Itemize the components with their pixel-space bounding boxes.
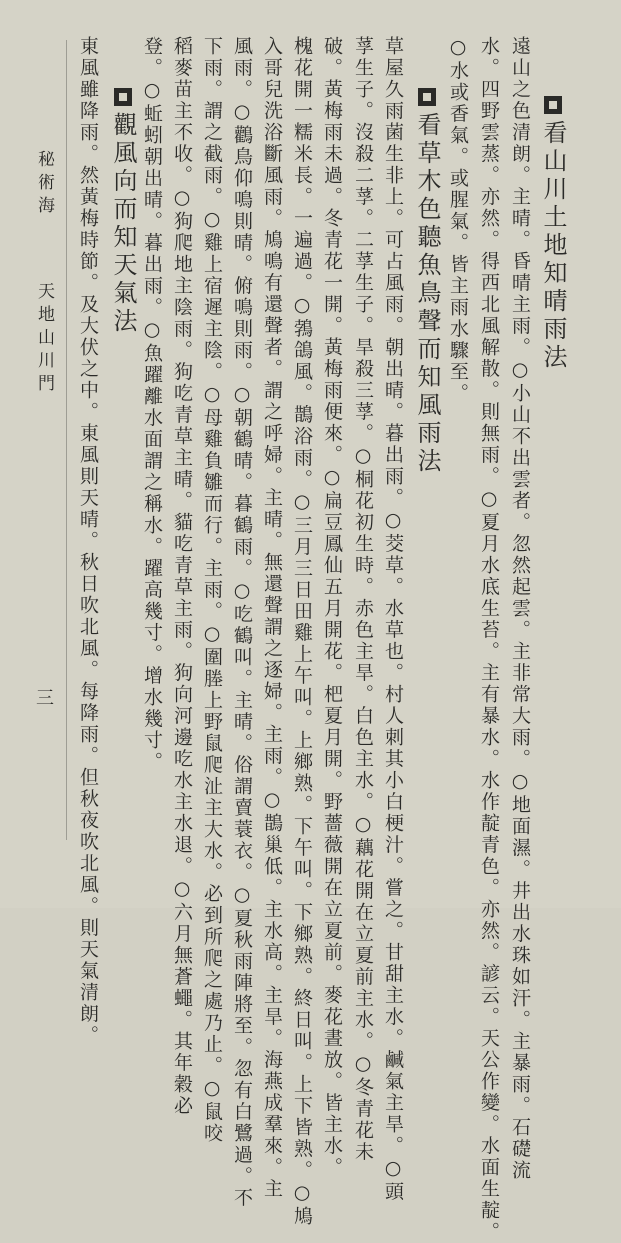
text-column: 莩生子。沒殺二莩。二莩生子。旱殺三莩。○桐花初生時。赤色主旱。白色主水。○藕花開在立夏前主水。○冬青花未 bbox=[352, 36, 374, 1163]
text-column: 登。○蚯蚓朝出晴。暮出雨。○魚躍離水面謂之稱水。躍高幾寸。增水幾寸。 bbox=[141, 36, 163, 773]
square-marker-icon bbox=[418, 88, 436, 106]
text-column: 稻麥苗主不收。○狗爬地主陰雨。狗吃青草主晴。貓吃青草主雨。狗向河邊吃水主水退。○六月無蒼蠅。其年穀必 bbox=[171, 36, 193, 1117]
text-column: 風雨。○鸛鳥仰鳴則晴。俯鳴則雨。○朝鶴晴。暮鶴雨。○吃鶴叫。主晴。俗謂賣蓑衣。○夏秋雨陣將至。忽有白鷺過。不 bbox=[231, 36, 253, 1209]
square-marker-icon bbox=[114, 88, 132, 106]
text-column: 草屋久雨菌生非上。可占風雨。朝出晴。暮出雨。○茭草。水草也。村人刺其小白梗汁。嘗之。甘甜主水。鹹氣主旱。○頭 bbox=[382, 36, 404, 1203]
margin-rule bbox=[66, 40, 67, 840]
text-column: ○水或香氣。或腥氣。皆主雨水驟至。 bbox=[447, 36, 469, 405]
text-column: 遠山之色清朗。主晴。昏晴主雨。○小山不出雲者。忽然起雲。主非常大雨。○地面濕。井出水珠如汗。主暴雨。石礎流 bbox=[509, 36, 531, 1182]
section-title: 天地山川門 bbox=[34, 282, 54, 397]
text-column: 水。四野雲蒸。亦然。得西北風解散。則無雨。○夏月水底生苔。主有暴水。水作靛青色。亦然。諺云。天公作變。水面生靛。 bbox=[478, 36, 500, 1243]
text-column: 東風雖降雨。然黃梅時節。及大伏之中。東風則天晴。秋日吹北風。每降雨。但秋夜吹北風。則天氣清朗。 bbox=[77, 36, 99, 1047]
square-marker-icon bbox=[544, 96, 562, 114]
section-heading: 觀風向而知天氣法 bbox=[110, 88, 136, 348]
page-number: 三 bbox=[36, 688, 54, 709]
text-column: 下雨。謂之截雨。○雞上宿遲主陰。○母雞負雛而行。主雨。○圍塍上野鼠爬沚主大水。必到所爬之處乃止。○鼠咬 bbox=[201, 36, 223, 1145]
book-title: 秘術海 bbox=[34, 150, 54, 219]
text-column: 槐花開一糯米長。一遍過。○鵓鴿風。鵲浴雨。○三月三日田雞上午叫。上鄉熟。下午叫。下鄉熟。終日叫。上下皆熟。○鳩 bbox=[291, 36, 313, 1228]
text-column: 入哥兒洗浴斷風雨。鳩鳴有還聲者。謂之呼婦。主晴。無還聲謂之逐婦。主雨。○鵲巢低。主水高。主旱。海燕成羣來。主 bbox=[261, 36, 283, 1200]
section-heading: 看山川土地知晴雨法 bbox=[540, 96, 566, 366]
text-column: 破。黃梅雨未過。冬青花一開。黃梅雨便來。○扁豆鳳仙五月開花。杷夏月開。野薔薇開在立夏前。麥花晝放。皆主水。 bbox=[321, 36, 343, 1179]
section-heading: 看草木色聽魚鳥聲而知風雨法 bbox=[414, 88, 440, 448]
